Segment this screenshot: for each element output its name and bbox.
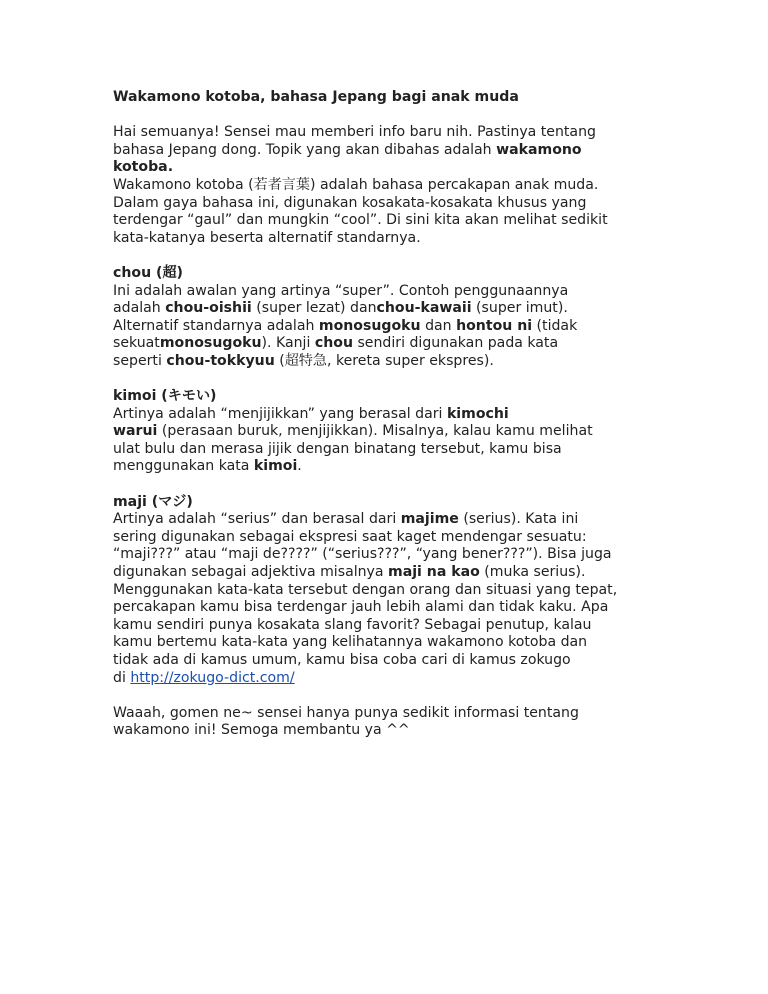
kimoi-line: warui (perasaan buruk, menjijikkan). Misalnya, kalau kamu melihat xyxy=(113,423,593,440)
chou-line: Ini adalah awalan yang artinya “super”. Contoh penggunaannya xyxy=(113,282,569,299)
section-chou xyxy=(113,265,658,371)
maji-line: kamu sendiri punya kosakata slang favorit? Sebagai penutup, kalau xyxy=(113,616,592,633)
section-heading-chou: chou (超) xyxy=(113,264,183,281)
term-kotoba: kotoba. xyxy=(113,159,174,176)
intro-line xyxy=(113,159,658,177)
section-kimoi xyxy=(113,388,658,476)
intro-line: terdengar “gaul” dan mungkin “cool”. Di sini kita akan melihat sedikit xyxy=(113,212,608,229)
section-maji xyxy=(113,494,658,688)
maji-line: kamu bertemu kata-kata yang kelihatannya wakamono kotoba dan xyxy=(113,634,588,651)
kimoi-line: menggunakan kata kimoi. xyxy=(113,458,302,475)
maji-line: Menggunakan kata-kata tersebut dengan orang dan situasi yang tepat, xyxy=(113,581,618,598)
maji-line: digunakan sebagai adjektiva misalnya maji na kao (muka serius). xyxy=(113,564,586,581)
kimoi-line: ulat bulu dan merasa jijik dengan binatang tersebut, kamu bisa xyxy=(113,440,562,457)
section-heading-maji: maji (マジ) xyxy=(113,493,193,510)
zokugo-dict-link[interactable]: http://zokugo-dict.com/ xyxy=(130,669,295,686)
document-page xyxy=(113,89,658,758)
chou-line: sekuatmonosugoku). Kanji chou sendiri digunakan pada kata xyxy=(113,335,559,352)
chou-line: Alternatif standarnya adalah monosugoku dan hontou ni (tidak xyxy=(113,317,578,334)
chou-line: seperti chou-tokkyuu (超特急, kereta super ekspres). xyxy=(113,352,494,369)
intro-line: bahasa Jepang dong. Topik yang akan dibahas adalah wakamono xyxy=(113,141,582,158)
maji-line: sering digunakan sebagai ekspresi saat kaget mendengar sesuatu: xyxy=(113,528,587,545)
maji-line: percakapan kamu bisa terdengar jauh lebih alami dan tidak kaku. Apa xyxy=(113,599,609,616)
intro-line: Hai semuanya! Sensei mau memberi info baru nih. Pastinya tentang xyxy=(113,124,596,141)
maji-line: Artinya adalah “serius” dan berasal dari majime (serius). Kata ini xyxy=(113,511,579,528)
term-wakamono: wakamono xyxy=(496,141,582,158)
kimoi-line: Artinya adalah “menjijikkan” yang berasal dari kimochi xyxy=(113,405,509,422)
document-title: Wakamono kotoba, bahasa Jepang bagi anak muda xyxy=(113,89,519,105)
closing-line: Waaah, gomen ne~ sensei hanya punya sedikit informasi tentang xyxy=(113,704,579,721)
chou-line: adalah chou-oishii (super lezat) danchou-kawaii (super imut). xyxy=(113,300,568,317)
closing-paragraph xyxy=(113,705,658,740)
section-heading-kimoi: kimoi (キモい) xyxy=(113,388,217,405)
closing-line: wakamono ini! Semoga membantu ya ^^ xyxy=(113,722,410,739)
maji-line: “maji???” atau “maji de????” (“serius???”, “yang bener???”). Bisa juga xyxy=(113,546,612,563)
maji-line: di http://zokugo-dict.com/ xyxy=(113,669,295,686)
maji-line: tidak ada di kamus umum, kamu bisa coba cari di kamus zokugo xyxy=(113,652,571,668)
intro-paragraph xyxy=(113,124,658,247)
intro-line: kata-katanya beserta alternatif standarnya. xyxy=(113,229,421,246)
intro-line: Wakamono kotoba (若者言葉) adalah bahasa percakapan anak muda. xyxy=(113,176,599,193)
intro-line: Dalam gaya bahasa ini, digunakan kosakata-kosakata khusus yang xyxy=(113,194,587,211)
